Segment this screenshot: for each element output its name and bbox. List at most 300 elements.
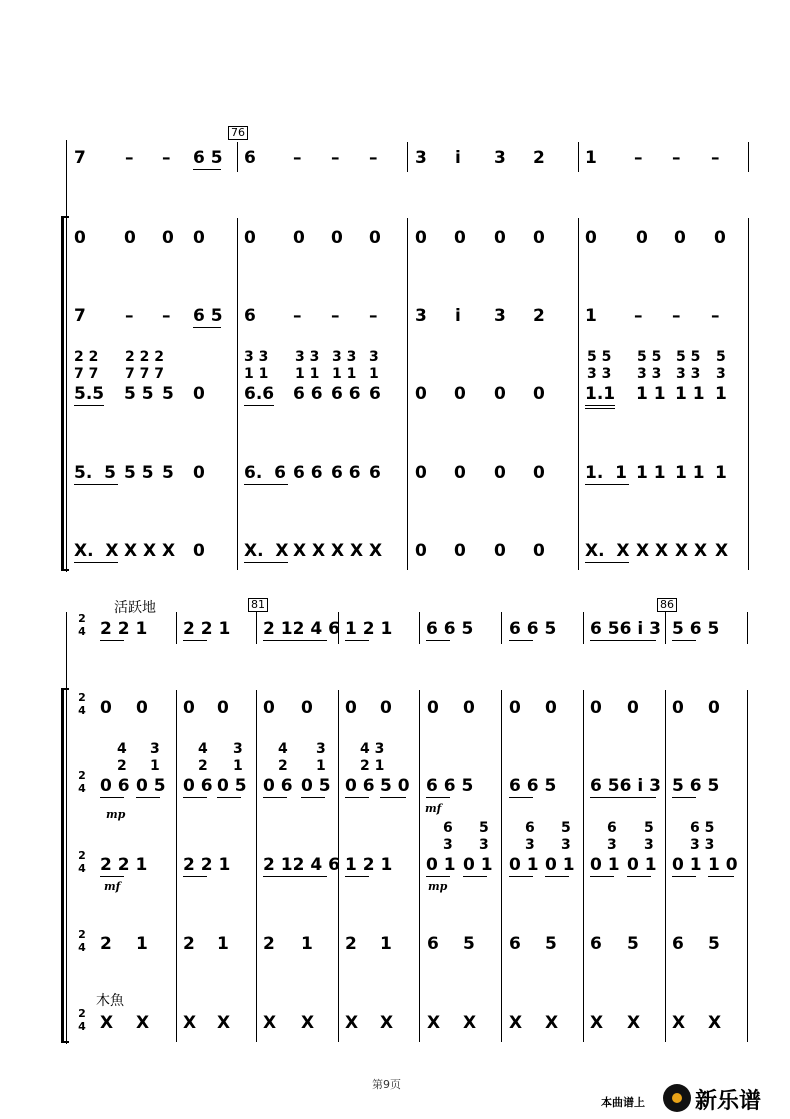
note: 0	[217, 698, 229, 718]
note: X X	[675, 541, 708, 561]
beam	[590, 640, 656, 641]
barline	[407, 218, 408, 570]
chord-note: 5 5	[676, 349, 701, 365]
note: –	[672, 306, 681, 326]
note: 0	[124, 228, 136, 248]
note: 5 5	[124, 463, 154, 483]
chord-note: 5	[479, 820, 489, 836]
barline	[419, 612, 420, 644]
barline	[578, 142, 579, 172]
note: X	[162, 541, 176, 561]
note: 0	[636, 228, 648, 248]
barline	[237, 142, 238, 172]
chord-note: 6	[443, 820, 453, 836]
note: 3	[494, 306, 506, 326]
note: X	[217, 1013, 231, 1033]
note: 0	[533, 228, 545, 248]
bracket-bottom	[61, 1041, 69, 1043]
beam	[463, 876, 487, 877]
barline	[747, 690, 748, 1042]
barline	[501, 612, 502, 644]
note: 2	[345, 934, 357, 954]
note: 0 1	[590, 855, 620, 875]
beam	[183, 797, 207, 798]
note: 0	[494, 463, 506, 483]
note: 6 6	[293, 463, 323, 483]
note: 0	[454, 228, 466, 248]
note: 1 2 1	[345, 855, 393, 875]
chord-note: 3	[233, 741, 243, 757]
note: 6	[672, 934, 684, 954]
note: 0	[494, 228, 506, 248]
beam	[672, 640, 696, 641]
note: 3	[415, 148, 427, 168]
note: 0	[714, 228, 726, 248]
note: 0	[708, 698, 720, 718]
note: 6 5	[193, 148, 223, 168]
note: –	[369, 306, 378, 326]
note: –	[672, 148, 681, 168]
beam	[183, 876, 207, 877]
rehearsal-mark: 76	[228, 126, 248, 140]
chord-note: 1 1	[244, 366, 269, 382]
note: 1	[715, 384, 727, 404]
beam	[244, 484, 288, 485]
beam	[345, 640, 369, 641]
note: 1.1	[585, 384, 616, 404]
dynamic-marking: mf	[104, 880, 121, 893]
beam	[263, 876, 327, 877]
note: –	[634, 306, 643, 326]
system1-bracket	[61, 218, 64, 570]
chord-note: 4	[117, 741, 127, 757]
barline	[748, 142, 749, 172]
beam	[345, 876, 369, 877]
note: 0	[345, 698, 357, 718]
note: 6 6	[331, 463, 361, 483]
chord-note: 4	[198, 741, 208, 757]
note: 0 5	[217, 776, 247, 796]
note: X	[463, 1013, 477, 1033]
chord-note: 6 5	[690, 820, 715, 836]
barline	[665, 690, 666, 1042]
note: 5 6 5	[672, 776, 720, 796]
note: 6 6	[293, 384, 323, 404]
note: X	[708, 1013, 722, 1033]
beam	[672, 797, 696, 798]
note: 0 6	[183, 776, 213, 796]
chord-note: 3 3	[676, 366, 701, 382]
note: 0	[454, 463, 466, 483]
beam	[301, 797, 325, 798]
barline	[176, 690, 177, 1042]
note: 5 5	[124, 384, 154, 404]
note: 3	[415, 306, 427, 326]
beam	[217, 797, 241, 798]
note: 5	[463, 934, 475, 954]
note: 6 6	[331, 384, 361, 404]
note: X. X	[244, 541, 289, 561]
note: 0	[463, 698, 475, 718]
note: X	[545, 1013, 559, 1033]
note: 0 1	[672, 855, 702, 875]
note: X. X	[585, 541, 630, 561]
note: 2 12 4 6	[263, 619, 340, 639]
time-sig-bottom: 4	[78, 782, 86, 795]
note: 0 5	[301, 776, 331, 796]
note: 1 1	[675, 384, 705, 404]
note: 0	[193, 384, 205, 404]
chord-note: 3	[150, 741, 160, 757]
note: 0	[533, 541, 545, 561]
chord-note: 5 5	[637, 349, 662, 365]
note: 0 6	[345, 776, 375, 796]
chord-note: 3	[525, 837, 535, 853]
note: 2 2 1	[100, 855, 148, 875]
beam	[627, 876, 651, 877]
note: X X	[636, 541, 669, 561]
note: 5	[627, 934, 639, 954]
system1-left-line	[66, 140, 67, 572]
time-sig-top: 2	[78, 769, 86, 782]
note: 0	[415, 228, 427, 248]
beam	[672, 876, 696, 877]
note: 2	[533, 148, 545, 168]
time-sig-top: 2	[78, 849, 86, 862]
note: 2	[263, 934, 275, 954]
note: 0	[369, 228, 381, 248]
note: 0 1	[545, 855, 575, 875]
chord-note: 4	[278, 741, 288, 757]
note: 2	[533, 306, 545, 326]
note: 6 6 5	[509, 776, 557, 796]
note: 0	[263, 698, 275, 718]
beam	[263, 797, 287, 798]
note: 1 2 1	[345, 619, 393, 639]
note: 1	[301, 934, 313, 954]
note: 0 5	[136, 776, 166, 796]
chord-note: 5 5	[587, 349, 612, 365]
note: 5	[708, 934, 720, 954]
chord-note: 2	[198, 758, 208, 774]
note: 1 1	[636, 384, 666, 404]
note: 0	[533, 384, 545, 404]
bracket-top	[61, 688, 69, 690]
chord-note: 5	[644, 820, 654, 836]
vinyl-record-icon	[663, 1084, 691, 1112]
chord-note: 1 1	[295, 366, 320, 382]
note: 0	[415, 384, 427, 404]
note: 1 1	[675, 463, 705, 483]
beam	[100, 876, 124, 877]
note: X	[100, 1013, 114, 1033]
chord-note: 3	[607, 837, 617, 853]
barline	[176, 612, 177, 644]
note: 0	[244, 228, 256, 248]
note: –	[331, 148, 340, 168]
chord-note: 2	[278, 758, 288, 774]
page-number: 第9页	[372, 1078, 401, 1091]
note: 0	[193, 463, 205, 483]
note: 0	[380, 698, 392, 718]
note: 0	[136, 698, 148, 718]
beam	[136, 797, 160, 798]
note: 6 6 5	[509, 619, 557, 639]
note: 1 1	[636, 463, 666, 483]
beam	[585, 408, 615, 409]
note: 0	[293, 228, 305, 248]
barline	[407, 142, 408, 172]
note: –	[331, 306, 340, 326]
note: 0	[301, 698, 313, 718]
note: 0	[193, 228, 205, 248]
rehearsal-mark: 81	[248, 598, 268, 612]
note: 0	[193, 541, 205, 561]
beam	[708, 876, 734, 877]
note: 0 1	[426, 855, 456, 875]
beam	[426, 876, 450, 877]
note: X	[627, 1013, 641, 1033]
note: 0	[545, 698, 557, 718]
note: –	[711, 306, 720, 326]
note: 5	[162, 463, 174, 483]
note: 5 6 5	[672, 619, 720, 639]
beam	[509, 876, 533, 877]
note: i	[455, 306, 461, 326]
brand-logo: 新乐谱	[695, 1089, 762, 1114]
time-sig-top: 2	[78, 612, 86, 625]
beam	[244, 405, 274, 406]
barline	[501, 690, 502, 1042]
note: 1	[585, 148, 597, 168]
barline	[665, 612, 666, 644]
beam	[193, 169, 221, 170]
bracket-top	[61, 216, 69, 218]
chord-note: 1	[150, 758, 160, 774]
beam	[545, 876, 569, 877]
system2-left-line	[66, 612, 67, 1044]
chord-note: 2	[117, 758, 127, 774]
note: –	[293, 306, 302, 326]
note: 1	[380, 934, 392, 954]
note: 6	[369, 463, 381, 483]
beam	[585, 484, 629, 485]
time-sig-top: 2	[78, 691, 86, 704]
barline	[237, 218, 238, 570]
note: 0 1	[627, 855, 657, 875]
beam	[509, 797, 533, 798]
brand-watermark	[595, 1080, 785, 1114]
note: 0	[672, 698, 684, 718]
note: X	[183, 1013, 197, 1033]
note: 1	[585, 306, 597, 326]
note: 6 6 5	[426, 619, 474, 639]
beam	[74, 484, 118, 485]
note: 0	[533, 463, 545, 483]
note: 0	[454, 384, 466, 404]
note: X	[301, 1013, 315, 1033]
beam	[426, 797, 450, 798]
chord-note: 1	[369, 366, 379, 382]
note: 1 0	[708, 855, 738, 875]
beam	[100, 797, 124, 798]
note: 5 0	[380, 776, 410, 796]
note: 0	[454, 541, 466, 561]
note: X	[136, 1013, 150, 1033]
chord-note: 3	[561, 837, 571, 853]
time-sig-bottom: 4	[78, 704, 86, 717]
note: –	[162, 148, 171, 168]
note: 5	[162, 384, 174, 404]
barline	[747, 612, 748, 644]
note: 6	[590, 934, 602, 954]
dynamic-marking: mf	[425, 802, 442, 815]
beam	[590, 876, 614, 877]
chord-note: 5	[716, 349, 726, 365]
note: X	[263, 1013, 277, 1033]
barline	[256, 612, 257, 644]
chord-note: 3	[479, 837, 489, 853]
chord-note: 3 3	[244, 349, 269, 365]
beam	[509, 640, 533, 641]
chord-note: 4 3	[360, 741, 385, 757]
note: 0	[509, 698, 521, 718]
beam	[585, 405, 615, 406]
barline	[578, 218, 579, 570]
note: 7	[74, 306, 86, 326]
beam	[263, 640, 327, 641]
note: 6. 6	[244, 463, 286, 483]
note: –	[634, 148, 643, 168]
rehearsal-mark: 86	[657, 598, 677, 612]
beam	[590, 797, 656, 798]
note: X. X	[74, 541, 119, 561]
chord-note: 3	[644, 837, 654, 853]
note: 6 5	[193, 306, 223, 326]
time-sig-top: 2	[78, 928, 86, 941]
note: 0	[183, 698, 195, 718]
barline	[419, 690, 420, 1042]
beam	[426, 640, 450, 641]
beam	[244, 562, 288, 563]
note: –	[125, 148, 134, 168]
note: X	[672, 1013, 686, 1033]
note: X X	[124, 541, 157, 561]
chord-note: 5	[561, 820, 571, 836]
note: X	[369, 541, 383, 561]
chord-note: 7 7	[74, 366, 99, 382]
beam	[74, 562, 118, 563]
note: 2 2 1	[183, 619, 231, 639]
note: 2 12 4 6	[263, 855, 340, 875]
note: 0	[74, 228, 86, 248]
note: –	[711, 148, 720, 168]
note: 0	[427, 698, 439, 718]
note: 3	[494, 148, 506, 168]
chord-note: 7 7 7	[125, 366, 164, 382]
note: X	[590, 1013, 604, 1033]
barline	[748, 218, 749, 570]
note: 5.5	[74, 384, 105, 404]
time-sig-top: 2	[78, 1007, 86, 1020]
chord-note: 2 1	[360, 758, 385, 774]
time-sig-bottom: 4	[78, 941, 86, 954]
chord-note: 3 3	[587, 366, 612, 382]
note: 2 2 1	[100, 619, 148, 639]
note: 0	[627, 698, 639, 718]
time-sig-bottom: 4	[78, 862, 86, 875]
beam	[74, 405, 104, 406]
beam	[380, 797, 406, 798]
note: X	[715, 541, 729, 561]
dynamic-marking: mp	[106, 808, 126, 821]
note: X	[509, 1013, 523, 1033]
chord-note: 3 3	[690, 837, 715, 853]
chord-note: 3 3	[295, 349, 320, 365]
barline	[583, 690, 584, 1042]
instrument-label: 木魚	[96, 993, 124, 1009]
note: 6 56 i 3	[590, 776, 661, 796]
beam	[193, 327, 221, 328]
chord-note: 1	[233, 758, 243, 774]
note: 0	[331, 228, 343, 248]
note: 5	[545, 934, 557, 954]
chord-note: 3 3	[637, 366, 662, 382]
note: 0	[494, 384, 506, 404]
note: –	[125, 306, 134, 326]
beam	[100, 640, 124, 641]
note: 0	[590, 698, 602, 718]
note: 0 1	[463, 855, 493, 875]
note: i	[455, 148, 461, 168]
barline	[256, 690, 257, 1042]
note: –	[369, 148, 378, 168]
beam	[183, 640, 207, 641]
note: 1	[715, 463, 727, 483]
time-sig-bottom: 4	[78, 1020, 86, 1033]
note: 0	[585, 228, 597, 248]
note: 6	[369, 384, 381, 404]
note: 0	[415, 541, 427, 561]
note: 1	[136, 934, 148, 954]
chord-note: 1	[316, 758, 326, 774]
note: 1. 1	[585, 463, 627, 483]
chord-note: 3	[716, 366, 726, 382]
chord-note: 6	[525, 820, 535, 836]
note: X	[427, 1013, 441, 1033]
note: 0	[494, 541, 506, 561]
note: X X	[331, 541, 364, 561]
barline	[583, 612, 584, 644]
note: 6.6	[244, 384, 275, 404]
note: X	[380, 1013, 394, 1033]
note: 0	[415, 463, 427, 483]
note: 2 2 1	[183, 855, 231, 875]
note: –	[162, 306, 171, 326]
note: 2	[183, 934, 195, 954]
dynamic-marking: mp	[428, 880, 448, 893]
chord-note: 3 3	[332, 349, 357, 365]
chord-note: 3	[443, 837, 453, 853]
beam	[585, 562, 629, 563]
note: 7	[74, 148, 86, 168]
chord-note: 3	[369, 349, 379, 365]
beam	[345, 797, 369, 798]
note: 2	[100, 934, 112, 954]
chord-note: 2 2	[74, 349, 99, 365]
note: 6 56 i 3	[590, 619, 661, 639]
chord-note: 6	[607, 820, 617, 836]
